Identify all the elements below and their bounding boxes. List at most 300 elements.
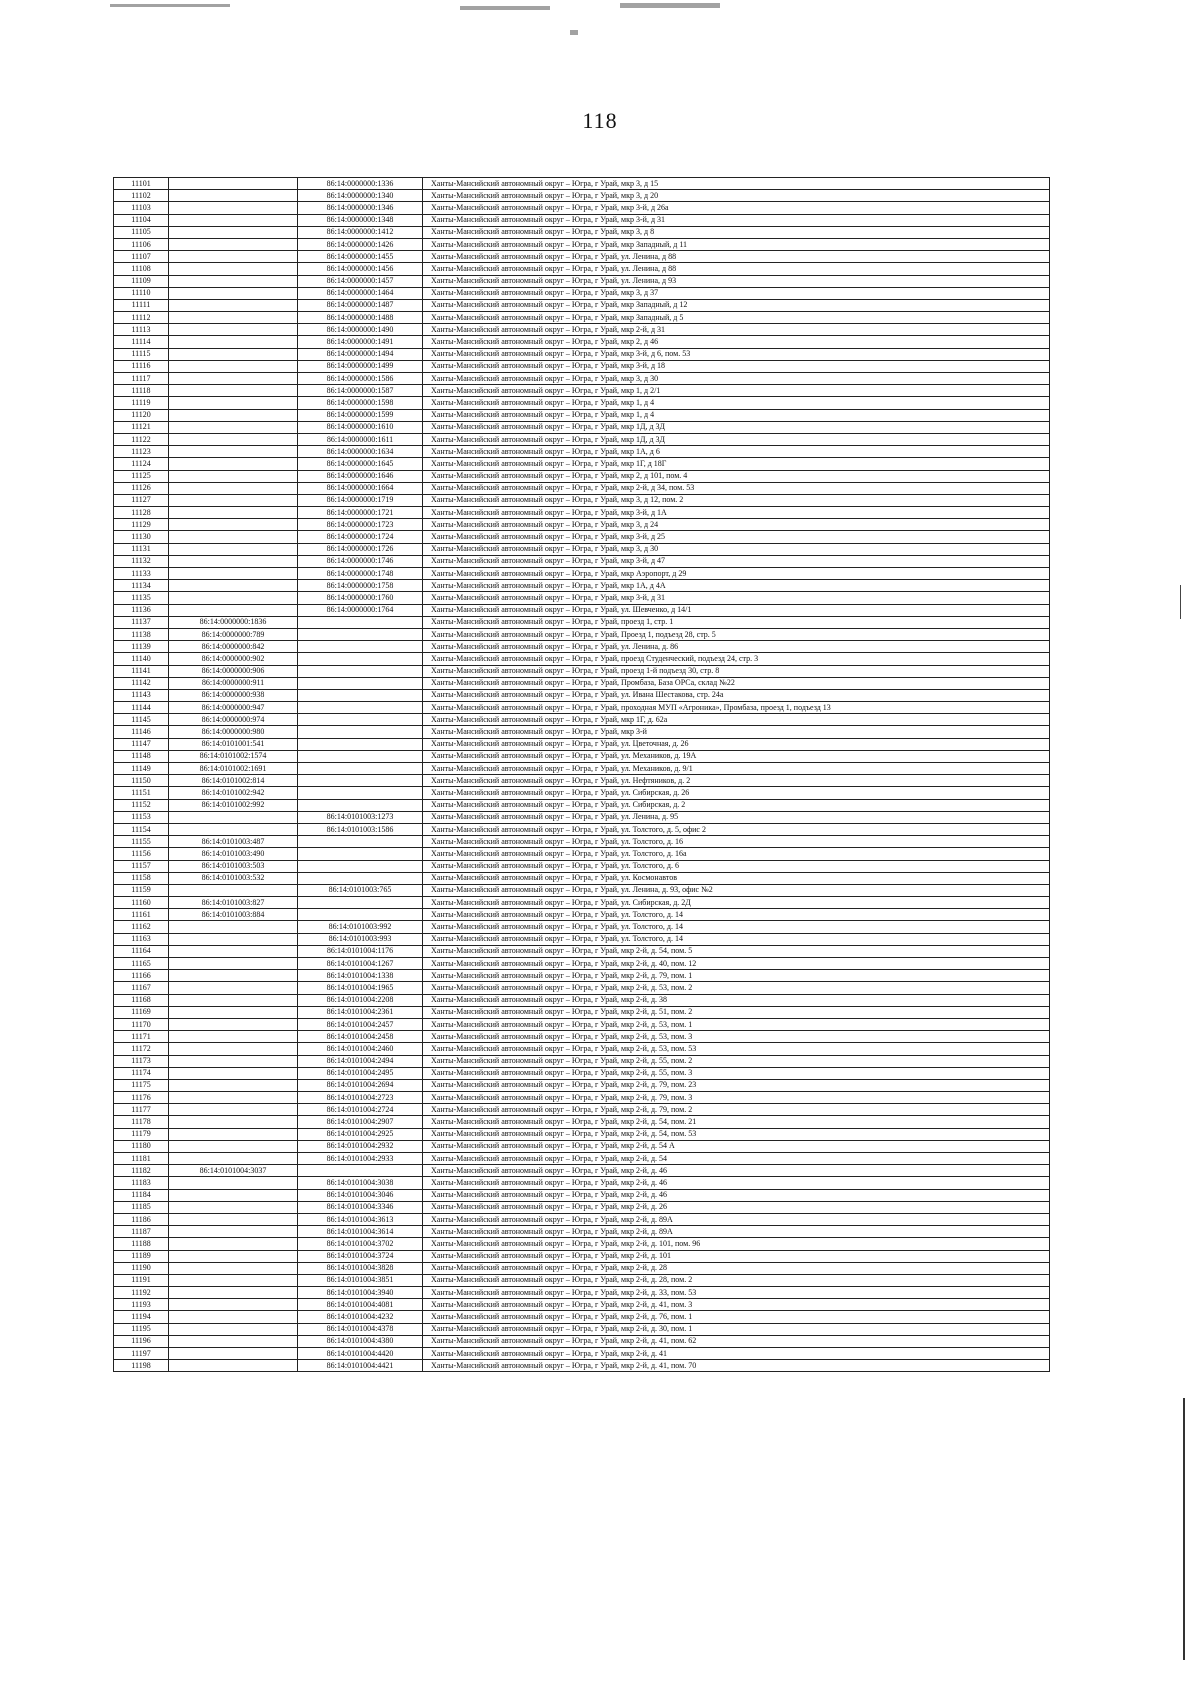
previous-cadastral-number: 86:14:0000000:974 [169, 714, 298, 726]
cadastral-number: 86:14:0000000:1748 [298, 568, 423, 580]
previous-cadastral-number [169, 348, 298, 360]
cadastral-number [298, 726, 423, 738]
object-address: Ханты-Мансийский автономный округ – Югра, г Урай, мкр 2-й, д. 53, пом. 2 [423, 982, 1050, 994]
row-number: 11136 [114, 604, 169, 616]
cadastral-number: 86:14:0101004:3346 [298, 1201, 423, 1213]
cadastral-number [298, 750, 423, 762]
cadastral-number [298, 653, 423, 665]
object-address: Ханты-Мансийский автономный округ – Югра, г Урай, мкр 2-й, д. 28 [423, 1262, 1050, 1274]
table-row [114, 763, 1050, 775]
object-address: Ханты-Мансийский автономный округ – Югра, г Урай, мкр 3-й [423, 726, 1050, 738]
object-address: Ханты-Мансийский автономный округ – Югра, г Урай, мкр 2-й, д. 79, пом. 1 [423, 970, 1050, 982]
object-address: Ханты-Мансийский автономный округ – Югра, г Урай, ул. Шевченко, д 14/1 [423, 604, 1050, 616]
cadastral-number: 86:14:0101004:1176 [298, 945, 423, 957]
previous-cadastral-number: 86:14:0000000:938 [169, 689, 298, 701]
cadastral-number: 86:14:0000000:1499 [298, 360, 423, 372]
row-number: 11116 [114, 360, 169, 372]
object-address: Ханты-Мансийский автономный округ – Югра, г Урай, мкр 2-й, д. 30, пом. 1 [423, 1323, 1050, 1335]
cadastral-number: 86:14:0101004:3038 [298, 1177, 423, 1189]
row-number: 11192 [114, 1287, 169, 1299]
table-row [114, 945, 1050, 957]
object-address: Ханты-Мансийский автономный округ – Югра, г Урай, ул. Ленина, д. 95 [423, 811, 1050, 823]
object-address: Ханты-Мансийский автономный округ – Югра, г Урай, мкр 2-й, д. 41, пом. 62 [423, 1335, 1050, 1347]
table-row [114, 1213, 1050, 1225]
table-row [114, 433, 1050, 445]
cadastral-number: 86:14:0101004:3614 [298, 1226, 423, 1238]
previous-cadastral-number [169, 360, 298, 372]
previous-cadastral-number [169, 994, 298, 1006]
row-number: 11117 [114, 373, 169, 385]
row-number: 11155 [114, 836, 169, 848]
cadastral-number [298, 909, 423, 921]
previous-cadastral-number [169, 884, 298, 896]
row-number: 11154 [114, 823, 169, 835]
previous-cadastral-number [169, 1262, 298, 1274]
object-address: Ханты-Мансийский автономный округ – Югра, г Урай, мкр 2-й, д 31 [423, 324, 1050, 336]
row-number: 11105 [114, 226, 169, 238]
previous-cadastral-number [169, 1201, 298, 1213]
previous-cadastral-number [169, 1018, 298, 1030]
row-number: 11186 [114, 1213, 169, 1225]
object-address: Ханты-Мансийский автономный округ – Югра, г Урай, мкр 2, д 46 [423, 336, 1050, 348]
previous-cadastral-number [169, 1092, 298, 1104]
table-row [114, 1311, 1050, 1323]
row-number: 11122 [114, 433, 169, 445]
previous-cadastral-number: 86:14:0101003:503 [169, 860, 298, 872]
object-address: Ханты-Мансийский автономный округ – Югра, г Урай, ул. Ленина, д. 93, офис №2 [423, 884, 1050, 896]
row-number: 11163 [114, 933, 169, 945]
cadastral-number [298, 848, 423, 860]
scan-noise-top [620, 3, 720, 8]
object-address: Ханты-Мансийский автономный округ – Югра, г Урай, мкр 1, д 4 [423, 397, 1050, 409]
row-number: 11129 [114, 519, 169, 531]
scan-noise-top [460, 6, 550, 10]
scan-noise-top [110, 4, 230, 7]
object-address: Ханты-Мансийский автономный округ – Югра, г Урай, мкр 2-й, д. 41, пом. 70 [423, 1360, 1050, 1372]
cadastral-number: 86:14:0101003:1273 [298, 811, 423, 823]
cadastral-number: 86:14:0000000:1758 [298, 580, 423, 592]
row-number: 11121 [114, 421, 169, 433]
cadastral-number: 86:14:0000000:1634 [298, 446, 423, 458]
table-row [114, 970, 1050, 982]
previous-cadastral-number [169, 1311, 298, 1323]
object-address: Ханты-Мансийский автономный округ – Югра, г Урай, мкр 2-й, д. 54, пом. 21 [423, 1116, 1050, 1128]
object-address: Ханты-Мансийский автономный округ – Югра, г Урай, мкр 1Д, д 3Д [423, 433, 1050, 445]
previous-cadastral-number [169, 287, 298, 299]
row-number: 11166 [114, 970, 169, 982]
object-address: Ханты-Мансийский автономный округ – Югра, г Урай, мкр 2-й, д. 46 [423, 1189, 1050, 1201]
previous-cadastral-number [169, 1226, 298, 1238]
table-row [114, 287, 1050, 299]
registry-table [113, 177, 1050, 1372]
cadastral-number: 86:14:0101004:3940 [298, 1287, 423, 1299]
row-number: 11141 [114, 665, 169, 677]
table-row [114, 616, 1050, 628]
cadastral-number: 86:14:0101004:2932 [298, 1140, 423, 1152]
row-number: 11171 [114, 1031, 169, 1043]
previous-cadastral-number [169, 458, 298, 470]
cadastral-number: 86:14:0000000:1646 [298, 470, 423, 482]
table-row [114, 1262, 1050, 1274]
table-row [114, 482, 1050, 494]
previous-cadastral-number: 86:14:0000000:906 [169, 665, 298, 677]
object-address: Ханты-Мансийский автономный округ – Югра, г Урай, ул. Толстого, д. 16 [423, 836, 1050, 848]
object-address: Ханты-Мансийский автономный округ – Югра, г Урай, мкр 3, д 24 [423, 519, 1050, 531]
cadastral-number: 86:14:0101003:993 [298, 933, 423, 945]
previous-cadastral-number [169, 1335, 298, 1347]
table-row [114, 823, 1050, 835]
object-address: Ханты-Мансийский автономный округ – Югра, г Урай, мкр Западный, д 5 [423, 312, 1050, 324]
previous-cadastral-number: 86:14:0101003:532 [169, 872, 298, 884]
object-address: Ханты-Мансийский автономный округ – Югра, г Урай, мкр 2-й, д. 53, пом. 53 [423, 1043, 1050, 1055]
previous-cadastral-number [169, 1128, 298, 1140]
previous-cadastral-number: 86:14:0101002:992 [169, 799, 298, 811]
previous-cadastral-number [169, 1287, 298, 1299]
table-row [114, 446, 1050, 458]
table-row [114, 494, 1050, 506]
table-row [114, 580, 1050, 592]
row-number: 11101 [114, 178, 169, 190]
table-row [114, 884, 1050, 896]
previous-cadastral-number [169, 1055, 298, 1067]
cadastral-number: 86:14:0101004:3828 [298, 1262, 423, 1274]
table-row [114, 373, 1050, 385]
table-row [114, 507, 1050, 519]
object-address: Ханты-Мансийский автономный округ – Югра, г Урай, ул. Ленина, д 88 [423, 263, 1050, 275]
row-number: 11189 [114, 1250, 169, 1262]
previous-cadastral-number [169, 580, 298, 592]
row-number: 11132 [114, 555, 169, 567]
object-address: Ханты-Мансийский автономный округ – Югра, г Урай, ул. Нефтяников, д. 2 [423, 775, 1050, 787]
cadastral-number: 86:14:0101004:3046 [298, 1189, 423, 1201]
cadastral-number: 86:14:0000000:1487 [298, 299, 423, 311]
cadastral-number: 86:14:0101004:2925 [298, 1128, 423, 1140]
row-number: 11142 [114, 677, 169, 689]
object-address: Ханты-Мансийский автономный округ – Югра, г Урай, мкр 3-й, д 26а [423, 202, 1050, 214]
object-address: Ханты-Мансийский автономный округ – Югра, г Урай, мкр 1А, д 4А [423, 580, 1050, 592]
row-number: 11130 [114, 531, 169, 543]
table-row [114, 677, 1050, 689]
object-address: Ханты-Мансийский автономный округ – Югра, г Урай, ул. Сибирская, д. 2Д [423, 897, 1050, 909]
row-number: 11144 [114, 702, 169, 714]
cadastral-number: 86:14:0101004:2457 [298, 1018, 423, 1030]
cadastral-number: 86:14:0000000:1491 [298, 336, 423, 348]
previous-cadastral-number [169, 202, 298, 214]
row-number: 11145 [114, 714, 169, 726]
table-row [114, 1128, 1050, 1140]
table-row [114, 226, 1050, 238]
previous-cadastral-number [169, 1177, 298, 1189]
table-row [114, 1031, 1050, 1043]
previous-cadastral-number [169, 958, 298, 970]
cadastral-number: 86:14:0101004:2208 [298, 994, 423, 1006]
previous-cadastral-number: 86:14:0101002:1574 [169, 750, 298, 762]
cadastral-number: 86:14:0101004:1267 [298, 958, 423, 970]
row-number: 11191 [114, 1274, 169, 1286]
previous-cadastral-number [169, 507, 298, 519]
object-address: Ханты-Мансийский автономный округ – Югра, г Урай, мкр 2-й, д. 79, пом. 2 [423, 1104, 1050, 1116]
row-number: 11104 [114, 214, 169, 226]
cadastral-number [298, 641, 423, 653]
object-address: Ханты-Мансийский автономный округ – Югра, г Урай, мкр 1А, д 6 [423, 446, 1050, 458]
cadastral-number [298, 775, 423, 787]
previous-cadastral-number [169, 1104, 298, 1116]
previous-cadastral-number [169, 555, 298, 567]
cadastral-number: 86:14:0101004:2495 [298, 1067, 423, 1079]
table-row [114, 1079, 1050, 1091]
row-number: 11110 [114, 287, 169, 299]
previous-cadastral-number [169, 1323, 298, 1335]
object-address: Ханты-Мансийский автономный округ – Югра, г Урай, мкр 1Г, д 18Г [423, 458, 1050, 470]
previous-cadastral-number: 86:14:0000000:980 [169, 726, 298, 738]
table-row [114, 324, 1050, 336]
row-number: 11147 [114, 738, 169, 750]
cadastral-number [298, 787, 423, 799]
cadastral-number: 86:14:0101004:2494 [298, 1055, 423, 1067]
object-address: Ханты-Мансийский автономный округ – Югра, г Урай, мкр 1Г, д. 62а [423, 714, 1050, 726]
scan-line-right [1183, 1398, 1185, 1660]
row-number: 11146 [114, 726, 169, 738]
object-address: Ханты-Мансийский автономный округ – Югра, г Урай, мкр 3-й, д 1А [423, 507, 1050, 519]
table-row [114, 1018, 1050, 1030]
row-number: 11127 [114, 494, 169, 506]
previous-cadastral-number [169, 397, 298, 409]
cadastral-number: 86:14:0000000:1455 [298, 251, 423, 263]
table-row [114, 750, 1050, 762]
previous-cadastral-number [169, 982, 298, 994]
row-number: 11103 [114, 202, 169, 214]
cadastral-number: 86:14:0000000:1611 [298, 433, 423, 445]
row-number: 11115 [114, 348, 169, 360]
cadastral-number: 86:14:0101004:3613 [298, 1213, 423, 1225]
table-row [114, 1055, 1050, 1067]
row-number: 11167 [114, 982, 169, 994]
previous-cadastral-number [169, 1140, 298, 1152]
row-number: 11196 [114, 1335, 169, 1347]
table-row [114, 653, 1050, 665]
table-row [114, 1360, 1050, 1372]
table-row [114, 275, 1050, 287]
previous-cadastral-number [169, 409, 298, 421]
row-number: 11134 [114, 580, 169, 592]
cadastral-number: 86:14:0101004:2694 [298, 1079, 423, 1091]
row-number: 11125 [114, 470, 169, 482]
previous-cadastral-number [169, 470, 298, 482]
previous-cadastral-number: 86:14:0101001:541 [169, 738, 298, 750]
object-address: Ханты-Мансийский автономный округ – Югра, г Урай, ул. Толстого, д. 14 [423, 933, 1050, 945]
object-address: Ханты-Мансийский автономный округ – Югра, г Урай, проходная МУП «Агроника», Промбаза, проезд 1, подъезд 13 [423, 702, 1050, 714]
table-row [114, 860, 1050, 872]
table-row [114, 336, 1050, 348]
object-address: Ханты-Мансийский автономный округ – Югра, г Урай, ул. Сибирская, д. 2 [423, 799, 1050, 811]
object-address: Ханты-Мансийский автономный округ – Югра, г Урай, мкр 2-й, д. 101 [423, 1250, 1050, 1262]
object-address: Ханты-Мансийский автономный округ – Югра, г Урай, мкр 1, д 4 [423, 409, 1050, 421]
cadastral-number [298, 628, 423, 640]
previous-cadastral-number: 86:14:0101002:1691 [169, 763, 298, 775]
object-address: Ханты-Мансийский автономный округ – Югра, г Урай, ул. Ленина, д 88 [423, 251, 1050, 263]
table-row [114, 1189, 1050, 1201]
row-number: 11179 [114, 1128, 169, 1140]
row-number: 11151 [114, 787, 169, 799]
table-row [114, 848, 1050, 860]
table-row [114, 385, 1050, 397]
cadastral-number: 86:14:0000000:1724 [298, 531, 423, 543]
previous-cadastral-number [169, 263, 298, 275]
cadastral-number: 86:14:0000000:1456 [298, 263, 423, 275]
table-row [114, 397, 1050, 409]
previous-cadastral-number [169, 1348, 298, 1360]
previous-cadastral-number [169, 1079, 298, 1091]
cadastral-number: 86:14:0101004:3851 [298, 1274, 423, 1286]
cadastral-number [298, 799, 423, 811]
table-row [114, 251, 1050, 263]
table-row [114, 689, 1050, 701]
cadastral-number: 86:14:0101004:1338 [298, 970, 423, 982]
table-row [114, 592, 1050, 604]
cadastral-number: 86:14:0000000:1764 [298, 604, 423, 616]
cadastral-number: 86:14:0000000:1719 [298, 494, 423, 506]
row-number: 11168 [114, 994, 169, 1006]
previous-cadastral-number [169, 446, 298, 458]
cadastral-number: 86:14:0000000:1760 [298, 592, 423, 604]
cadastral-number [298, 836, 423, 848]
table-row [114, 1274, 1050, 1286]
row-number: 11185 [114, 1201, 169, 1213]
object-address: Ханты-Мансийский автономный округ – Югра, г Урай, мкр 2-й, д. 54, пом. 53 [423, 1128, 1050, 1140]
row-number: 11143 [114, 689, 169, 701]
row-number: 11180 [114, 1140, 169, 1152]
row-number: 11174 [114, 1067, 169, 1079]
row-number: 11158 [114, 872, 169, 884]
object-address: Ханты-Мансийский автономный округ – Югра, г Урай, Проезд 1, подъезд 28, стр. 5 [423, 628, 1050, 640]
row-number: 11197 [114, 1348, 169, 1360]
object-address: Ханты-Мансийский автономный округ – Югра, г Урай, мкр 2-й, д. 79, пом. 3 [423, 1092, 1050, 1104]
table-row [114, 348, 1050, 360]
row-number: 11137 [114, 616, 169, 628]
previous-cadastral-number [169, 312, 298, 324]
cadastral-number: 86:14:0000000:1348 [298, 214, 423, 226]
row-number: 11113 [114, 324, 169, 336]
row-number: 11160 [114, 897, 169, 909]
row-number: 11156 [114, 848, 169, 860]
row-number: 11194 [114, 1311, 169, 1323]
cadastral-number: 86:14:0101003:765 [298, 884, 423, 896]
row-number: 11198 [114, 1360, 169, 1372]
row-number: 11195 [114, 1323, 169, 1335]
cadastral-number: 86:14:0101004:1965 [298, 982, 423, 994]
cadastral-number: 86:14:0000000:1457 [298, 275, 423, 287]
object-address: Ханты-Мансийский автономный округ – Югра, г Урай, мкр 2-й, д. 28, пом. 2 [423, 1274, 1050, 1286]
table-row [114, 263, 1050, 275]
cadastral-number: 86:14:0101004:2933 [298, 1153, 423, 1165]
object-address: Ханты-Мансийский автономный округ – Югра, г Урай, мкр 2-й, д 34, пом. 53 [423, 482, 1050, 494]
table-row [114, 836, 1050, 848]
table-row [114, 421, 1050, 433]
cadastral-number [298, 738, 423, 750]
object-address: Ханты-Мансийский автономный округ – Югра, г Урай, мкр Западный, д 11 [423, 238, 1050, 250]
row-number: 11107 [114, 251, 169, 263]
object-address: Ханты-Мансийский автономный округ – Югра, г Урай, ул. Толстого, д. 14 [423, 921, 1050, 933]
previous-cadastral-number [169, 324, 298, 336]
cadastral-number: 86:14:0101004:2907 [298, 1116, 423, 1128]
object-address: Ханты-Мансийский автономный округ – Югра, г Урай, мкр 3, д 12, пом. 2 [423, 494, 1050, 506]
cadastral-number: 86:14:0101004:2724 [298, 1104, 423, 1116]
previous-cadastral-number: 86:14:0101003:827 [169, 897, 298, 909]
table-row [114, 897, 1050, 909]
table-row [114, 555, 1050, 567]
previous-cadastral-number [169, 226, 298, 238]
previous-cadastral-number [169, 251, 298, 263]
previous-cadastral-number [169, 421, 298, 433]
object-address: Ханты-Мансийский автономный округ – Югра, г Урай, мкр 2-й, д. 38 [423, 994, 1050, 1006]
table-row [114, 1323, 1050, 1335]
object-address: Ханты-Мансийский автономный округ – Югра, г Урай, ул. Толстого, д. 6 [423, 860, 1050, 872]
table-row [114, 409, 1050, 421]
table-row [114, 775, 1050, 787]
row-number: 11188 [114, 1238, 169, 1250]
row-number: 11135 [114, 592, 169, 604]
row-number: 11177 [114, 1104, 169, 1116]
table-row [114, 872, 1050, 884]
table-row [114, 982, 1050, 994]
cadastral-number [298, 714, 423, 726]
previous-cadastral-number [169, 385, 298, 397]
previous-cadastral-number: 86:14:0000000:947 [169, 702, 298, 714]
previous-cadastral-number [169, 494, 298, 506]
row-number: 11109 [114, 275, 169, 287]
cadastral-number [298, 702, 423, 714]
table-row [114, 1165, 1050, 1177]
table-row [114, 214, 1050, 226]
object-address: Ханты-Мансийский автономный округ – Югра, г Урай, ул. Ивана Шестакова, стр. 24а [423, 689, 1050, 701]
table-row [114, 1116, 1050, 1128]
cadastral-number: 86:14:0101004:2361 [298, 1006, 423, 1018]
object-address: Ханты-Мансийский автономный округ – Югра, г Урай, ул. Толстого, д. 14 [423, 909, 1050, 921]
previous-cadastral-number [169, 531, 298, 543]
table-row [114, 1043, 1050, 1055]
object-address: Ханты-Мансийский автономный округ – Югра, г Урай, ул. Сибирская, д. 26 [423, 787, 1050, 799]
table-row [114, 726, 1050, 738]
object-address: Ханты-Мансийский автономный округ – Югра, г Урай, ул. Толстого, д. 5, офис 2 [423, 823, 1050, 835]
row-number: 11114 [114, 336, 169, 348]
row-number: 11187 [114, 1226, 169, 1238]
object-address: Ханты-Мансийский автономный округ – Югра, г Урай, мкр 3-й, д 31 [423, 592, 1050, 604]
table-row [114, 360, 1050, 372]
row-number: 11150 [114, 775, 169, 787]
previous-cadastral-number [169, 1360, 298, 1372]
cadastral-number: 86:14:0000000:1336 [298, 178, 423, 190]
cadastral-number: 86:14:0000000:1340 [298, 190, 423, 202]
table-row [114, 543, 1050, 555]
row-number: 11175 [114, 1079, 169, 1091]
row-number: 11131 [114, 543, 169, 555]
previous-cadastral-number [169, 1067, 298, 1079]
scan-line-mid [1180, 585, 1181, 619]
previous-cadastral-number [169, 1189, 298, 1201]
object-address: Ханты-Мансийский автономный округ – Югра, г Урай, проезд 1-й подъезд 30, стр. 8 [423, 665, 1050, 677]
cadastral-number: 86:14:0000000:1586 [298, 373, 423, 385]
table-row [114, 1153, 1050, 1165]
previous-cadastral-number: 86:14:0000000:902 [169, 653, 298, 665]
row-number: 11173 [114, 1055, 169, 1067]
previous-cadastral-number [169, 214, 298, 226]
object-address: Ханты-Мансийский автономный округ – Югра, г Урай, мкр 2-й, д. 53, пом. 3 [423, 1031, 1050, 1043]
cadastral-number [298, 677, 423, 689]
table-row [114, 933, 1050, 945]
object-address: Ханты-Мансийский автономный округ – Югра, г Урай, проезд Студенческий, подъезд 24, стр. 3 [423, 653, 1050, 665]
object-address: Ханты-Мансийский автономный округ – Югра, г Урай, мкр 3-й, д 31 [423, 214, 1050, 226]
table-row [114, 921, 1050, 933]
